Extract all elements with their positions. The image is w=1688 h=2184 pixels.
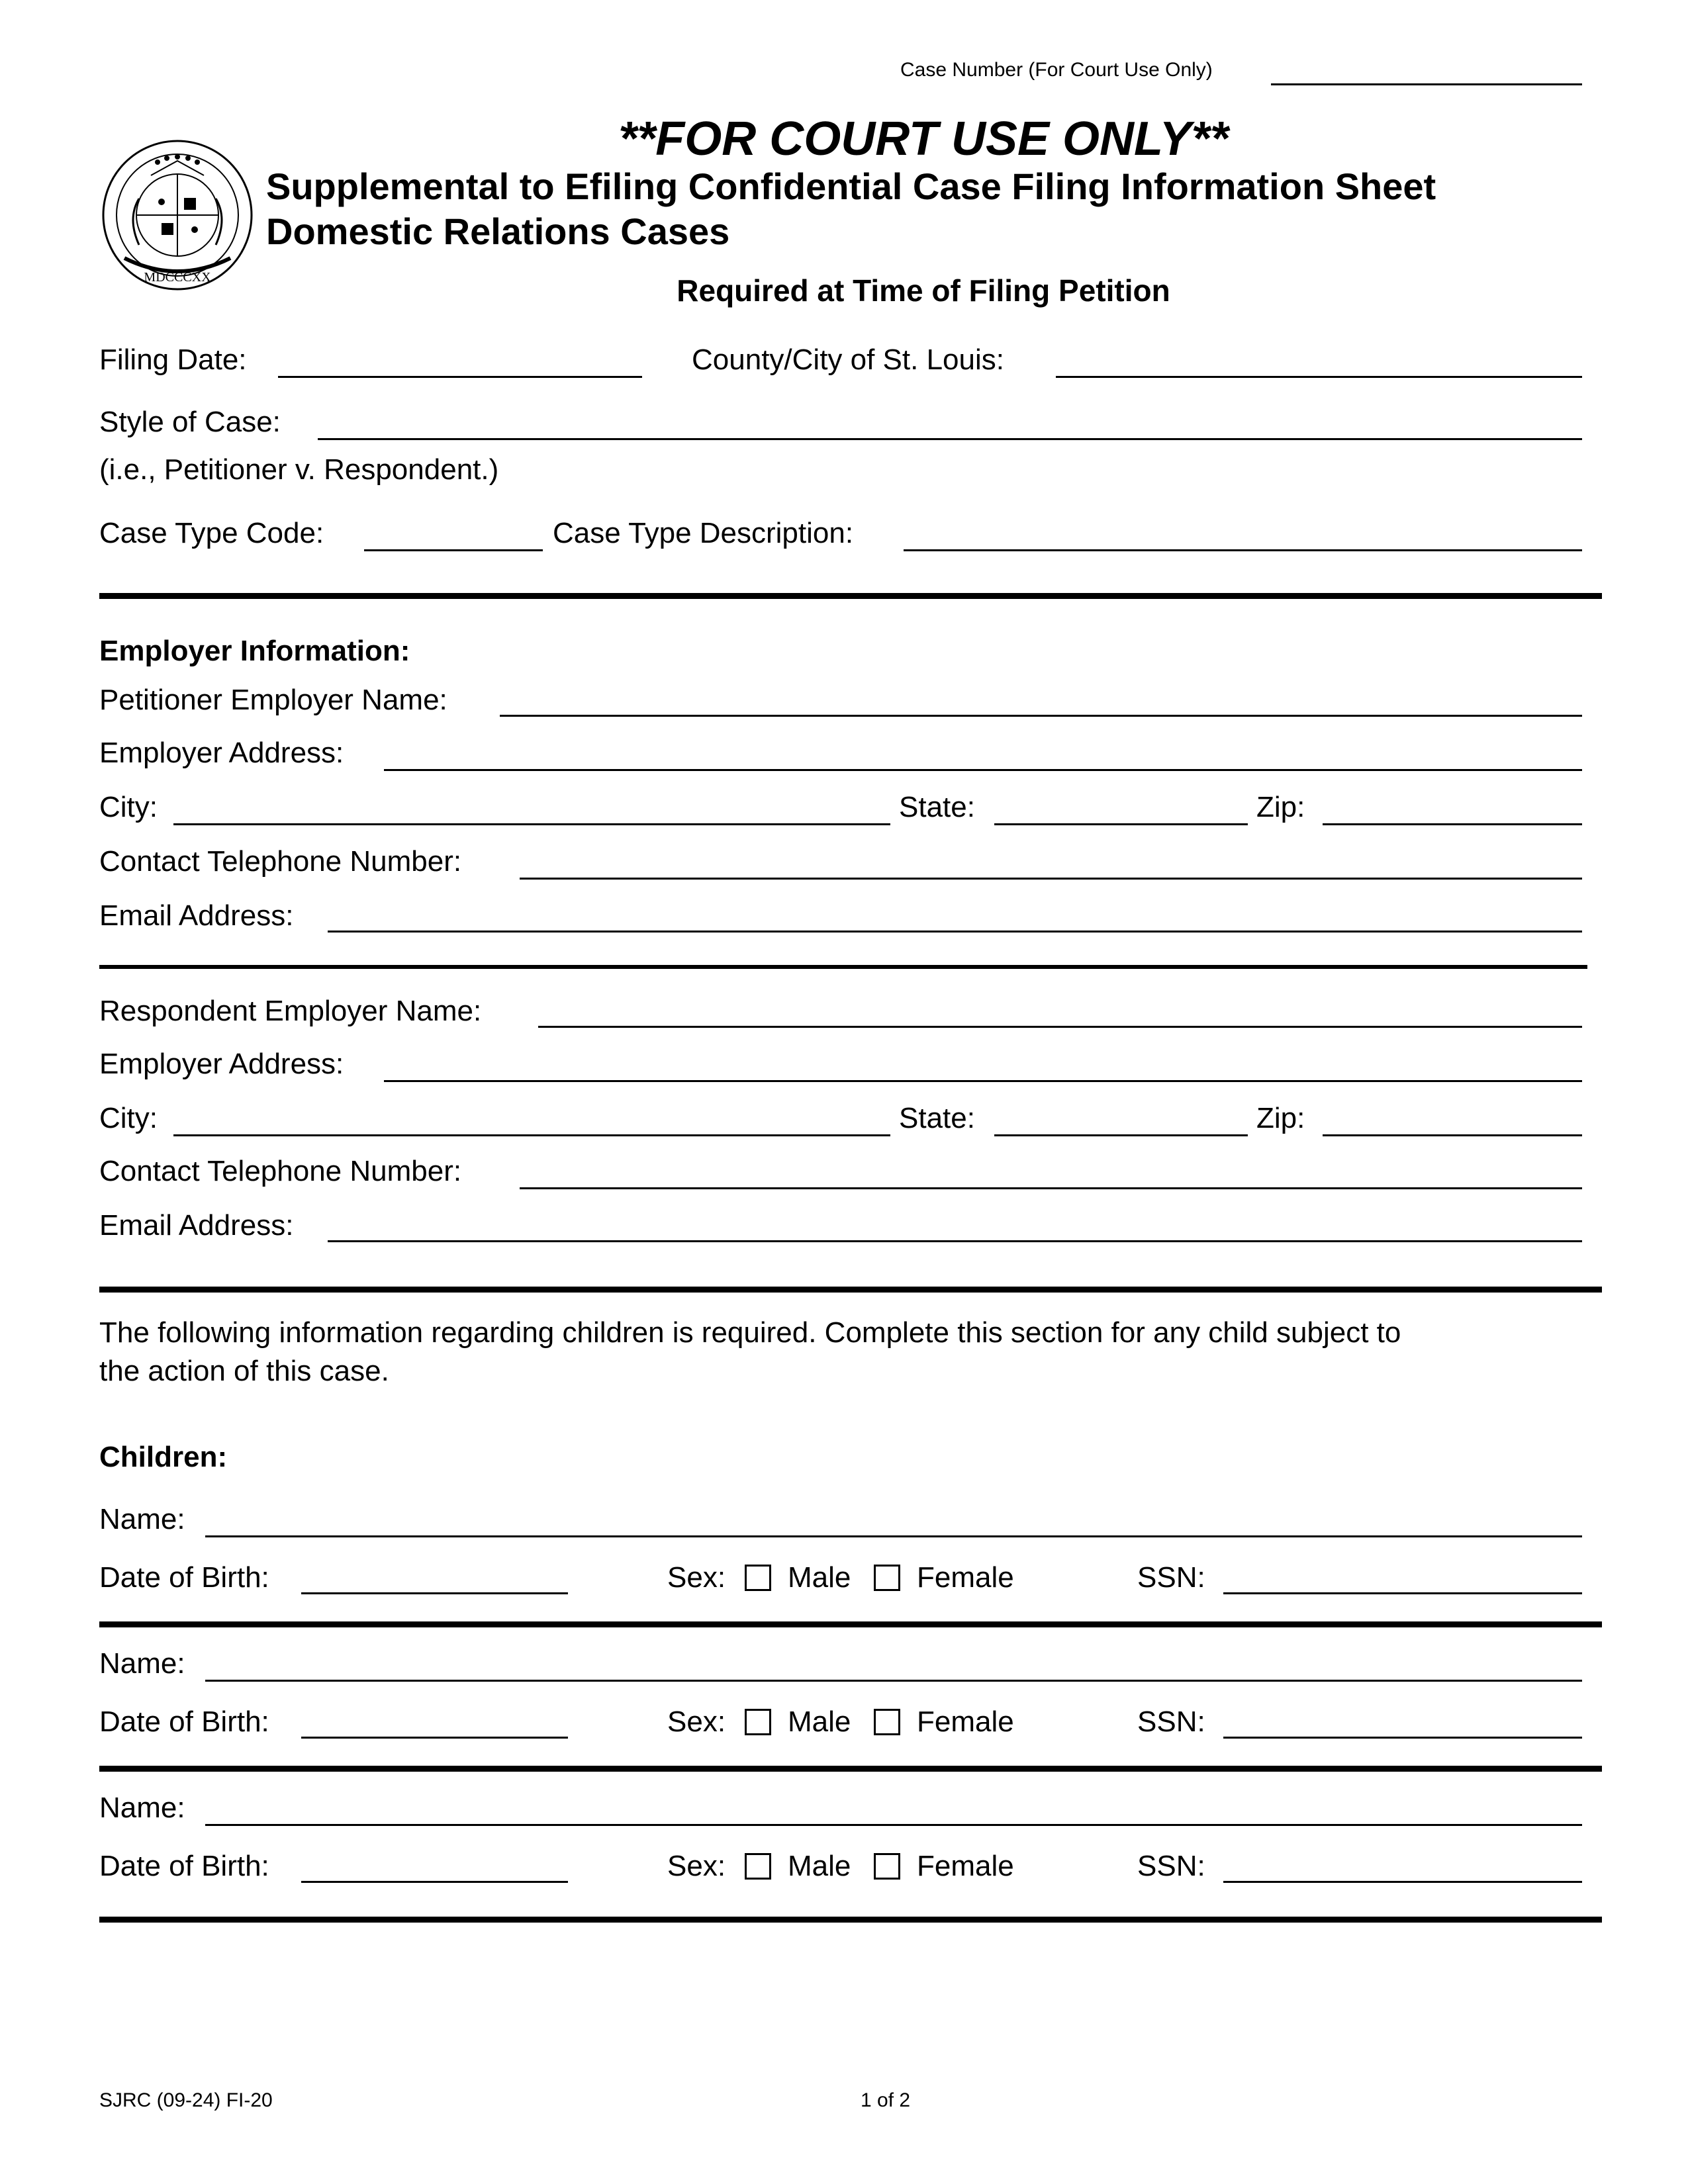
child-male-checkbox[interactable]	[745, 1709, 771, 1735]
employer-divider	[99, 965, 1587, 969]
child-divider	[99, 1917, 1602, 1923]
child-female-checkbox[interactable]	[874, 1565, 900, 1591]
section-divider	[99, 593, 1602, 599]
children-intro-line2: the action of this case.	[99, 1355, 389, 1387]
style-of-case-hint: (i.e., Petitioner v. Respondent.)	[99, 453, 499, 486]
respondent-employer-name-label: Respondent Employer Name:	[99, 995, 482, 1027]
case-number-field[interactable]	[1271, 83, 1582, 85]
respondent-email-field[interactable]	[328, 1240, 1582, 1242]
petitioner-email-field[interactable]	[328, 931, 1582, 933]
petitioner-city-label: City:	[99, 791, 158, 823]
child-dob-field[interactable]	[301, 1737, 568, 1739]
child-dob-label: Date of Birth:	[99, 1850, 269, 1882]
employer-section-title: Employer Information:	[99, 635, 410, 667]
child-female-label: Female	[917, 1706, 1014, 1738]
child-male-checkbox[interactable]	[745, 1565, 771, 1591]
petitioner-city-field[interactable]	[173, 823, 890, 825]
child-divider	[99, 1766, 1602, 1772]
county-label: County/City of St. Louis:	[692, 343, 1004, 376]
case-number-label: Case Number (For Court Use Only)	[900, 59, 1213, 81]
child-female-checkbox[interactable]	[874, 1709, 900, 1735]
style-of-case-field[interactable]	[318, 438, 1582, 440]
petitioner-phone-field[interactable]	[520, 878, 1582, 880]
respondent-zip-field[interactable]	[1323, 1134, 1582, 1136]
respondent-phone-field[interactable]	[520, 1187, 1582, 1189]
respondent-zip-label: Zip:	[1256, 1102, 1305, 1134]
child-male-label: Male	[788, 1850, 851, 1882]
respondent-employer-address-field[interactable]	[384, 1080, 1582, 1082]
filing-date-field[interactable]	[278, 376, 642, 378]
form-title-line2: Domestic Relations Cases	[266, 210, 730, 252]
respondent-state-field[interactable]	[994, 1134, 1248, 1136]
children-intro-line1: The following information regarding children is required. Complete this section for any child subject to	[99, 1316, 1401, 1349]
petitioner-employer-address-field[interactable]	[384, 769, 1582, 771]
child-name-field[interactable]	[205, 1824, 1582, 1826]
child-name-field[interactable]	[205, 1680, 1582, 1682]
court-use-title: **FOR COURT USE ONLY**	[618, 113, 1229, 165]
respondent-employer-address-label: Employer Address:	[99, 1048, 344, 1080]
child-female-label: Female	[917, 1850, 1014, 1882]
section-divider	[99, 1287, 1602, 1293]
child-female-checkbox[interactable]	[874, 1853, 900, 1880]
petitioner-employer-name-field[interactable]	[500, 715, 1582, 717]
petitioner-employer-name-label: Petitioner Employer Name:	[99, 684, 447, 716]
county-field[interactable]	[1056, 376, 1582, 378]
child-name-label: Name:	[99, 1792, 185, 1824]
child-sex-label: Sex:	[667, 1850, 726, 1882]
petitioner-zip-label: Zip:	[1256, 791, 1305, 823]
form-title-line1: Supplemental to Efiling Confidential Case Filing Information Sheet	[266, 165, 1436, 207]
child-dob-label: Date of Birth:	[99, 1706, 269, 1738]
respondent-city-field[interactable]	[173, 1134, 890, 1136]
form-id: SJRC (09-24) FI-20	[99, 2089, 273, 2111]
respondent-phone-label: Contact Telephone Number:	[99, 1155, 462, 1187]
style-of-case-label: Style of Case:	[99, 406, 281, 438]
form-subtitle: Required at Time of Filing Petition	[677, 273, 1170, 308]
child-male-checkbox[interactable]	[745, 1853, 771, 1880]
child-name-label: Name:	[99, 1647, 185, 1680]
respondent-employer-name-field[interactable]	[538, 1026, 1582, 1028]
seal-text: MDCCCXX	[144, 270, 211, 285]
petitioner-phone-label: Contact Telephone Number:	[99, 845, 462, 878]
child-male-label: Male	[788, 1706, 851, 1738]
child-sex-label: Sex:	[667, 1706, 726, 1738]
children-section-title: Children:	[99, 1441, 228, 1473]
child-dob-field[interactable]	[301, 1592, 568, 1594]
child-ssn-field[interactable]	[1223, 1592, 1582, 1594]
page-number: 1 of 2	[861, 2089, 911, 2111]
child-ssn-field[interactable]	[1223, 1737, 1582, 1739]
child-female-label: Female	[917, 1561, 1014, 1594]
petitioner-state-label: State:	[899, 791, 975, 823]
respondent-email-label: Email Address:	[99, 1209, 294, 1242]
child-name-label: Name:	[99, 1503, 185, 1535]
child-divider	[99, 1621, 1602, 1627]
child-sex-label: Sex:	[667, 1561, 726, 1594]
respondent-city-label: City:	[99, 1102, 158, 1134]
petitioner-state-field[interactable]	[994, 823, 1248, 825]
child-name-field[interactable]	[205, 1535, 1582, 1537]
petitioner-zip-field[interactable]	[1323, 823, 1582, 825]
case-type-description-field[interactable]	[904, 549, 1582, 551]
child-ssn-label: SSN:	[1137, 1561, 1205, 1594]
child-dob-label: Date of Birth:	[99, 1561, 269, 1594]
child-ssn-field[interactable]	[1223, 1881, 1582, 1883]
child-ssn-label: SSN:	[1137, 1706, 1205, 1738]
case-type-code-label: Case Type Code:	[99, 517, 324, 549]
child-ssn-label: SSN:	[1137, 1850, 1205, 1882]
child-dob-field[interactable]	[301, 1881, 568, 1883]
petitioner-employer-address-label: Employer Address:	[99, 737, 344, 769]
case-type-description-label: Case Type Description:	[553, 517, 854, 549]
respondent-state-label: State:	[899, 1102, 975, 1134]
child-male-label: Male	[788, 1561, 851, 1594]
filing-date-label: Filing Date:	[99, 343, 247, 376]
missouri-seal-icon	[98, 136, 257, 295]
petitioner-email-label: Email Address:	[99, 899, 294, 932]
case-type-code-field[interactable]	[364, 549, 543, 551]
